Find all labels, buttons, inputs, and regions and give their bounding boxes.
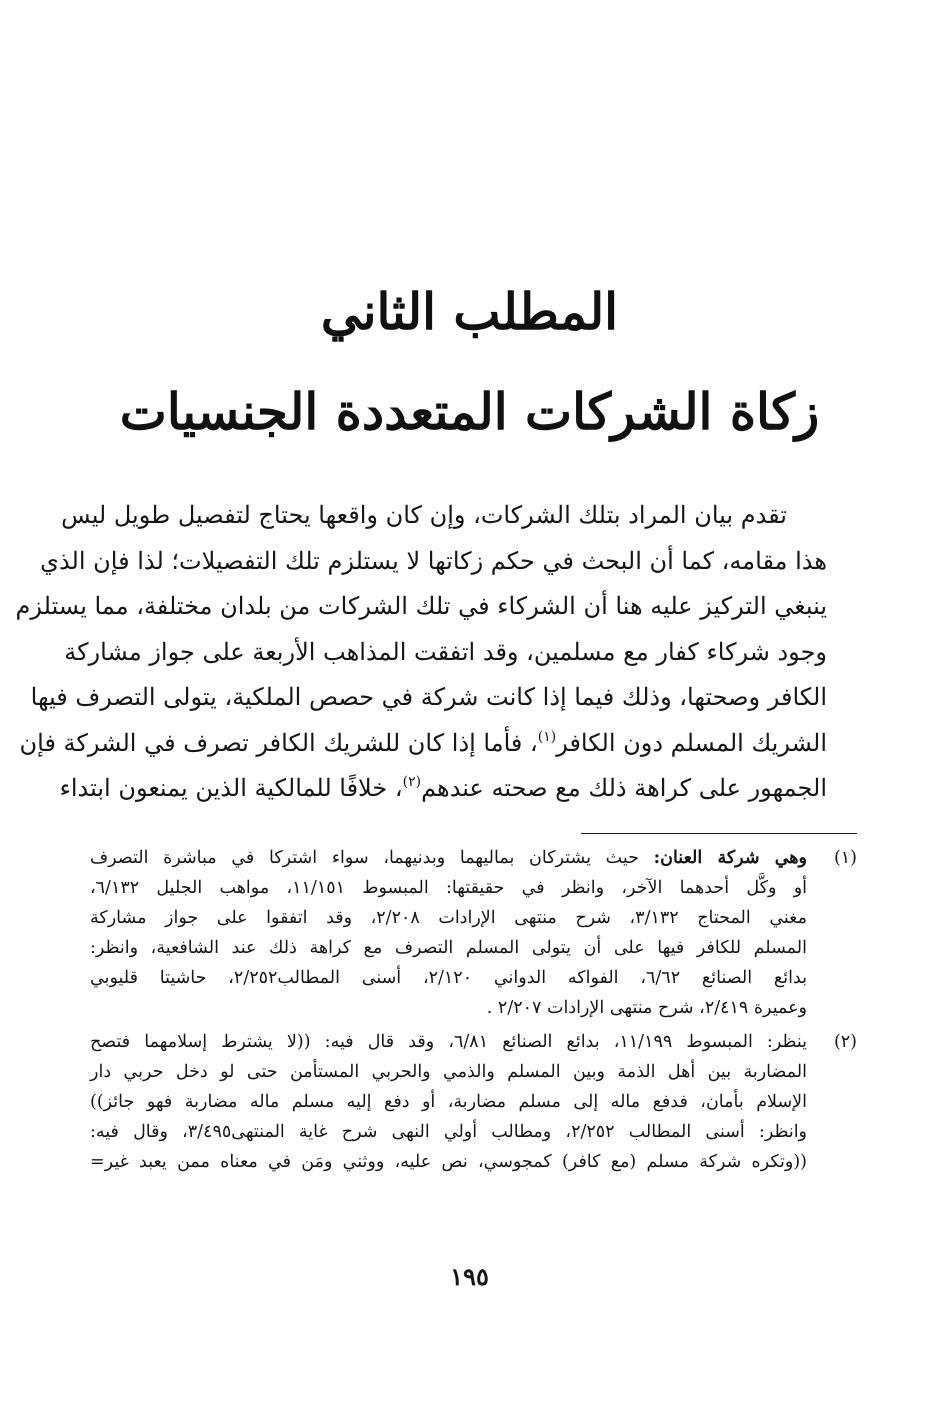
body-line-4: وجود شركاء كفار مع مسلمين، وقد اتفقت المذاهب الأربعة على جواز مشاركة (64, 637, 827, 666)
footnote-1-number: (١) (833, 848, 857, 868)
footnote-ref-1[interactable]: (١) (537, 728, 557, 745)
footnote-separator (581, 833, 857, 834)
section-heading: المطلب الثاني (320, 282, 619, 341)
footnote-1-line-6: وعميرة ٢/٤١٩، شرح منتهى الإرادات ٢/٢٠٧ . (486, 998, 807, 1018)
footnote-1-lead-rest: حيث يشتركان بماليهما وبدنيهما، سواء اشتركا في مباشرة التصرف (90, 848, 654, 868)
footnote-1 (90, 843, 857, 1023)
footnote-1-line-4: المسلم للكافر فيها على أن يتولى المسلم التصرف مع كراهة ذلك عند الشافعية، وانظر: (90, 938, 807, 958)
footnote-1-line-3: مغني المحتاج ٣/١٣٢، شرح منتهى الإرادات ٢/٢٠٨، وقد اتفقوا على جواز مشاركة (90, 908, 807, 928)
footnote-2-number: (٢) (833, 1032, 857, 1052)
body-line-1: تقدم بيان المراد بتلك الشركات، وإن كان واقعها يحتاج لتفصيل طويل ليس (61, 501, 787, 529)
body-line-6-start: الشريك المسلم دون الكافر (556, 728, 827, 757)
footnote-1-line-1 (90, 843, 807, 873)
footnote-2 (90, 1027, 857, 1177)
footnote-2-line-2: المضاربة بين أهل الذمة وبين المسلم والذمي والحربي المستأمن حتى لو دخل حربي دار (90, 1062, 807, 1082)
body-line-7-start: الجمهور على كراهة ذلك مع صحته عندهم (421, 774, 827, 802)
footnote-2-line-4: وانظر: أسنى المطالب ٢/٢٥٢، ومطالب أولي النهى شرح غاية المنتهى٣/٤٩٥، وقال فيه: (90, 1122, 808, 1142)
main-paragraph (15, 493, 827, 812)
body-line-6 (19, 721, 827, 767)
body-line-6-end: ، فأما إذا كان للشريك الكافر تصرف في الشركة فإن (19, 728, 538, 757)
page-number: ١٩٥ (450, 1262, 489, 1291)
body-line-3: ينبغي التركيز عليه هنا أن الشركاء في تلك الشركات من بلدان مختلفة، مما يستلزم (15, 592, 827, 620)
footnote-2-line-5: ((وتكره شركة مسلم (مع كافر) كمجوسي، نص عليه، ووثني ومَن في معناه ممن يعبد غير= (90, 1152, 807, 1172)
body-line-7 (59, 766, 827, 812)
body-line-5: الكافر وصحتها، وذلك فيما إذا كانت شركة في حصص الملكية، يتولى التصرف فيها (30, 683, 827, 711)
body-line-7-end: ، خلافًا للمالكية الذين يمنعون ابتداء (59, 774, 403, 802)
footnotes (90, 843, 857, 1177)
chapter-title: زكاة الشركات المتعددة الجنسيات (119, 382, 820, 441)
footnote-1-line-5: بدائع الصنائع ٦/٦٢، الفواكه الدواني ٢/١٢٠، أسنى المطالب٢/٢٥٢، حاشيتا قليوبي (90, 968, 807, 988)
footnote-ref-2[interactable]: (٢) (402, 774, 422, 790)
footnote-2-line-1: ينظر: المبسوط ١١/١٩٩، بدائع الصنائع ٦/٨١، وقد قال فيه: ((لا يشترط إسلامهما فتصح (90, 1032, 807, 1052)
body-line-2: هذا مقامه، كما أن البحث في حكم زكاتها لا يستلزم تلك التفصيلات؛ لذا فإن الذي (40, 546, 827, 575)
footnote-1-line-2: أو وكَّل أحدهما الآخر، وانظر في حقيقتها: المبسوط ١١/١٥١، مواهب الجليل ٦/١٣٢، (90, 878, 808, 898)
footnote-1-lead: وهي شركة العنان: (653, 848, 807, 868)
footnote-2-line-3: الإسلام بأمان، فدفع ماله إلى مسلم مضاربة، أو دفع إليه مسلم ماله مضاربة فهو جائز)) (90, 1092, 807, 1112)
